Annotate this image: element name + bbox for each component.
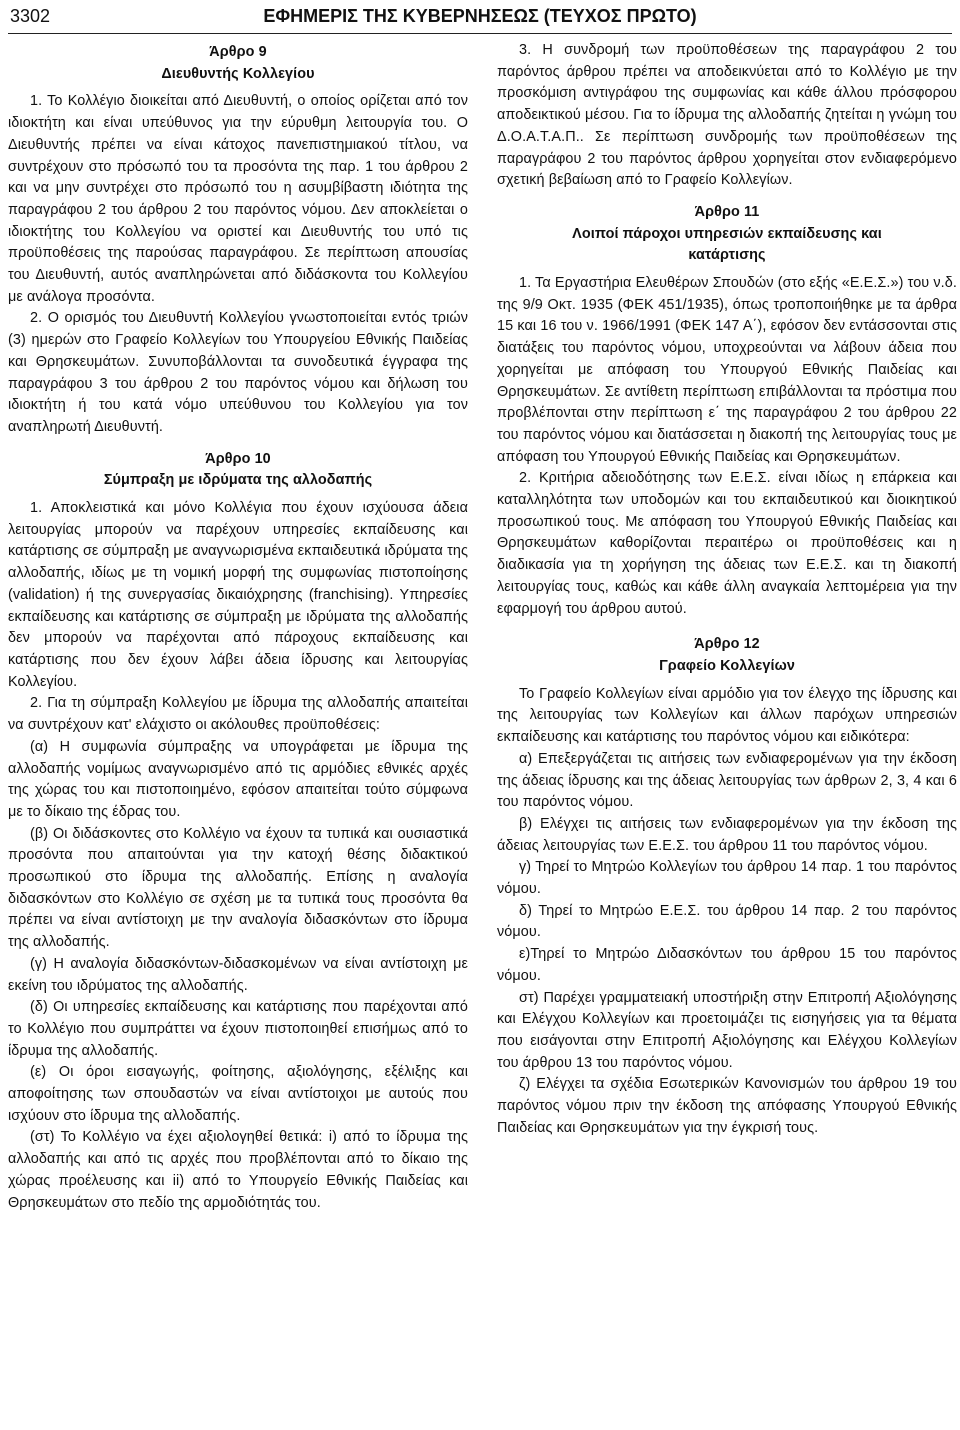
paragraph: (δ) Οι υπηρεσίες εκπαίδευσης και κατάρτισης που παρέχονται από το Κολλέγιο που συμπράττει να έχουν πιστοποιηθεί επισήμως από το ίδρυμα της αλλοδαπής. [8, 999, 468, 1059]
paragraph: (στ) Το Κολλέγιο να έχει αξιολογηθεί θετικά: i) από το ίδρυμα της αλλοδαπής και από τις αρχές που προβλέπονται από το δίκαιο της χώρας προέλευσης και ii) από το Υπουργείο Εθνικής Παιδείας και Θρησκευμάτων στο πεδίο της αρμοδιότητάς του. [8, 1129, 468, 1211]
paragraph: (α) Η συμφωνία σύμπραξης να υπογράφεται με ίδρυμα της αλλοδαπής νομίμως αναγνωρισμένο από τις αρμόδιες εθνικές αρχές της χώρας του και πιστοποιημένο, εφόσον απαιτείται τούτο σύμφωνα με το δίκαιο της έδρας του. [8, 738, 468, 820]
article-9-number: Άρθρο 9 [209, 44, 267, 60]
paragraph: 2. Ο ορισμός του Διευθυντή Κολλεγίου γνωστοποιείται εντός τριών (3) ημερών στο Γραφείο Κολλεγίων του Υπουργείου Εθνικής Παιδείας και Θρησκευμάτων. Συνυποβάλλονται τα συνοδευτικά έγγραφα της παραγράφου 3 του άρθρου 2 του παρόντος νόμου και δήλωση του ιδιοκτήτη ή του κατά νόμο υπεύθυνου του Κολλεγίου για τον αναπληρωτή Διευθυντή. [8, 310, 468, 435]
paragraph: 2. Για τη σύμπραξη Κολλεγίου με ίδρυμα της αλλοδαπής απαιτείται να συντρέχουν κατ' ελάχιστο οι ακόλουθες προϋποθέσεις: [8, 695, 468, 734]
paragraph: β) Ελέγχει τις αιτήσεις των ενδιαφερομένων για την έκδοση της άδειας λειτουργίας των Ε.Ε.Σ. του άρθρου 11 του παρόντος νόμου. [497, 815, 957, 854]
article-9-title: Διευθυντής Κολλεγίου [161, 65, 315, 82]
page-number: 3302 [10, 6, 51, 26]
paragraph: ζ) Ελέγχει τα σχέδια Εσωτερικών Κανονισμών του άρθρου 19 του παρόντος νόμου πριν την έκδοση της απόφασης Υπουργού Εθνικής Παιδείας και Θρησκευμάτων για την έγκρισή τους. [497, 1076, 957, 1136]
paragraph: 1. Το Κολλέγιο διοικείται από Διευθυντή, ο οποίος ορίζεται από τον ιδιοκτήτη και είναι υπεύθυνος για την εύρυθμη λειτουργία του. Ο Διευθυντής πρέπει να είναι κάτοχος πανεπιστημιακού τίτλου, να συντρέχουν στο πρόσωπό του τα προσόντα της παρ. 1 του άρθρου 2 και να μην συντρέχει στο πρόσωπό του η ασυμβίβαστη ιδιότητα της παραγράφου 2 του άρθρου 2 του παρόντος νόμου. Δεν αποκλείεται ο ιδιοκτήτης του Κολλεγίου να οριστεί και Διευθυντής του υπό τις προϋποθέσεις της παρούσας παραγράφου. Σε περίπτωση απουσίας του Διευθυντή, αυτός αναπληρώνεται από διδάσκοντα του Κολλεγίου με ανάλογα προσόντα. [8, 93, 468, 305]
article-11-title: Λοιποί πάροχοι υπηρεσιών εκπαίδευσης και κατάρτισης [572, 225, 882, 264]
gazette-title: ΕΦΗΜΕΡΙΣ ΤΗΣ ΚΥΒΕΡΝΗΣΕΩΣ (ΤΕΥΧΟΣ ΠΡΩΤΟ) [263, 6, 697, 26]
right-column [497, 40, 957, 1139]
paragraph: (γ) Η αναλογία διδασκόντων-διδασκομένων να είναι αντίστοιχη με εκείνη του ιδρύματος της αλλοδαπής. [8, 955, 468, 994]
article-10-title: Σύμπραξη με ιδρύματα της αλλοδαπής [103, 472, 373, 489]
paragraph: 1. Αποκλειστικά και μόνο Κολλέγια που έχουν ισχύουσα άδεια λειτουργίας μπορούν να παρέχουν υπηρεσίες εκπαίδευσης και κατάρτισης σε σύμπραξη με αναγνωρισμένα εκπαιδευτικά ιδρύματα της αλλοδαπής, ιδίως με τη νομική μορφή της συμφωνίας πιστοποίησης (validation) ή της συνεργασίας δικαιόχρησης (franchising). Υπηρεσίες εκπαίδευσης και κατάρτισης σε σύμπραξη με ιδρύματα της αλλοδαπής δεν μπορούν να παρέχονται από πάροχους εκπαίδευσης και κατάρτισης που δεν έχουν λάβει άδεια ίδρυσης και λειτουργίας Κολλεγίου. [8, 500, 468, 690]
paragraph: δ) Τηρεί το Μητρώο Ε.Ε.Σ. του άρθρου 14 παρ. 2 του παρόντος νόμου. [497, 902, 957, 941]
paragraph: ε)Τηρεί το Μητρώο Διδασκόντων του άρθρου 15 του παρόντος νόμου. [497, 946, 957, 984]
left-column [8, 40, 468, 1214]
paragraph: στ) Παρέχει γραμματειακή υποστήριξη στην Επιτροπή Αξιολόγησης και Ελέγχου Κολλεγίων και προετοιμάζει τις εισηγήσεις για τα θέματα που εισάγονται στην Επιτροπή Αξιολόγησης και Ελέγχου Κολλεγίων του άρθρου 13 του παρόντος νόμου. [497, 989, 957, 1071]
paragraph: (β) Οι διδάσκοντες στο Κολλέγιο να έχουν τα τυπικά και ουσιαστικά προσόντα που απαιτούνται για την κατοχή θέσης διδακτικού προσωπικού στο ίδρυμα της αλλοδαπής. Επίσης η αναλογία διδασκόντων στο Κολλέγιο σε σχέση με τα τυπικά τους προσόντα θα πρέπει να είναι αντίστοιχη με την αναλογία διδασκόντων στο ίδρυμα της αλλοδαπής. [8, 825, 468, 951]
paragraph: Το Γραφείο Κολλεγίων είναι αρμόδιο για τον έλεγχο της ίδρυσης και της λειτουργίας των Κολλεγίων και άλλων παρόχων υπηρεσιών εκπαίδευσης και κατάρτισης του παρόντος νόμου και ειδικότερα: [497, 685, 957, 746]
paragraph: (ε) Οι όροι εισαγωγής, φοίτησης, αξιολόγησης, εξέλιξης και αποφοίτησης των σπουδαστών να είναι αντίστοιχοι με αυτούς που ισχύουν στο ίδρυμα της αλλοδαπής. [8, 1064, 468, 1124]
paragraph: γ) Τηρεί το Μητρώο Κολλεγίων του άρθρου 14 παρ. 1 του παρόντος νόμου. [497, 859, 957, 898]
paragraph: 2. Κριτήρια αδειοδότησης των Ε.Ε.Σ. είναι ιδίως η επάρκεια και καταλληλότητα των υποδομών και του εκπαιδευτικού και διοικητικού προσωπικού τους. Με απόφαση του Υπουργού Εθνικής Παιδείας και Θρησκευμάτων καθορίζονται περαιτέρω οι προϋποθέσεις και η διαδικασία για τη χορήγηση της άδειας των Ε.Ε.Σ. και τη διακοπή λειτουργίας τους, καθώς και κάθε άλλη αναγκαία λεπτομέρεια για την εφαρμογή του άρθρου αυτού. [497, 470, 957, 617]
paragraph: α) Επεξεργάζεται τις αιτήσεις των ενδιαφερομένων για την έκδοση της άδειας ίδρυσης και της άδειας λειτουργίας των άρθρων 2, 3, 4 και 6 του παρόντος νόμου. [497, 750, 957, 811]
article-12-number: Άρθρο 12 [694, 636, 760, 653]
page-header [8, 3, 952, 34]
article-10-number: Άρθρο 10 [205, 450, 271, 467]
article-11-number: Άρθρο 11 [694, 203, 760, 220]
paragraph: 3. Η συνδρομή των προϋποθέσεων της παραγράφου 2 του παρόντος άρθρου πρέπει να αποδεικνύεται από το Κολλέγιο με την προσκόμιση αντιγράφου της συμφωνίας και κάθε άλλου πρόσφορου αποδεικτικού μέσου. Για το ίδρυμα της αλλοδαπής ζητείται η γνώμη του Δ.Ο.Α.Τ.Α.Π.. Σε περίπτωση συνδρομής των προϋποθέσεων της παραγράφου 2 του παρόντος άρθρου χορηγείται στον ενδιαφερόμενο σχετική βεβαίωση από το Γραφείο Κολλεγίων. [497, 42, 957, 189]
article-12-title: Γραφείο Κολλεγίων [659, 657, 795, 674]
paragraph: 1. Τα Εργαστήρια Ελευθέρων Σπουδών (στο εξής «Ε.Ε.Σ.») του ν.δ. της 9/9 Οκτ. 1935 (ΦΕΚ 451/1935), όπως τροποποιήθηκε με τα άρθρα 15 και 16 του ν. 1966/1991 (ΦΕΚ 147 Α΄), εφόσον δεν εντάσσονται στις διατάξεις του παρόντος νόμου, υποχρεούνται να λάβουν άδεια που χορηγείται με απόφαση του Υπουργού Εθνικής Παιδείας και Θρησκευμάτων. Σε αντίθετη περίπτωση επιβάλλονται τα πρόστιμα που προβλέπονται στην περίπτωση ε΄ της παραγράφου 2 του άρθρου 22 του παρόντος νόμου και διατάσσεται η διακοπή της λειτουργίας τους με απόφαση του Υπουργού Εθνικής Παιδείας και Θρησκευμάτων. [497, 275, 957, 465]
